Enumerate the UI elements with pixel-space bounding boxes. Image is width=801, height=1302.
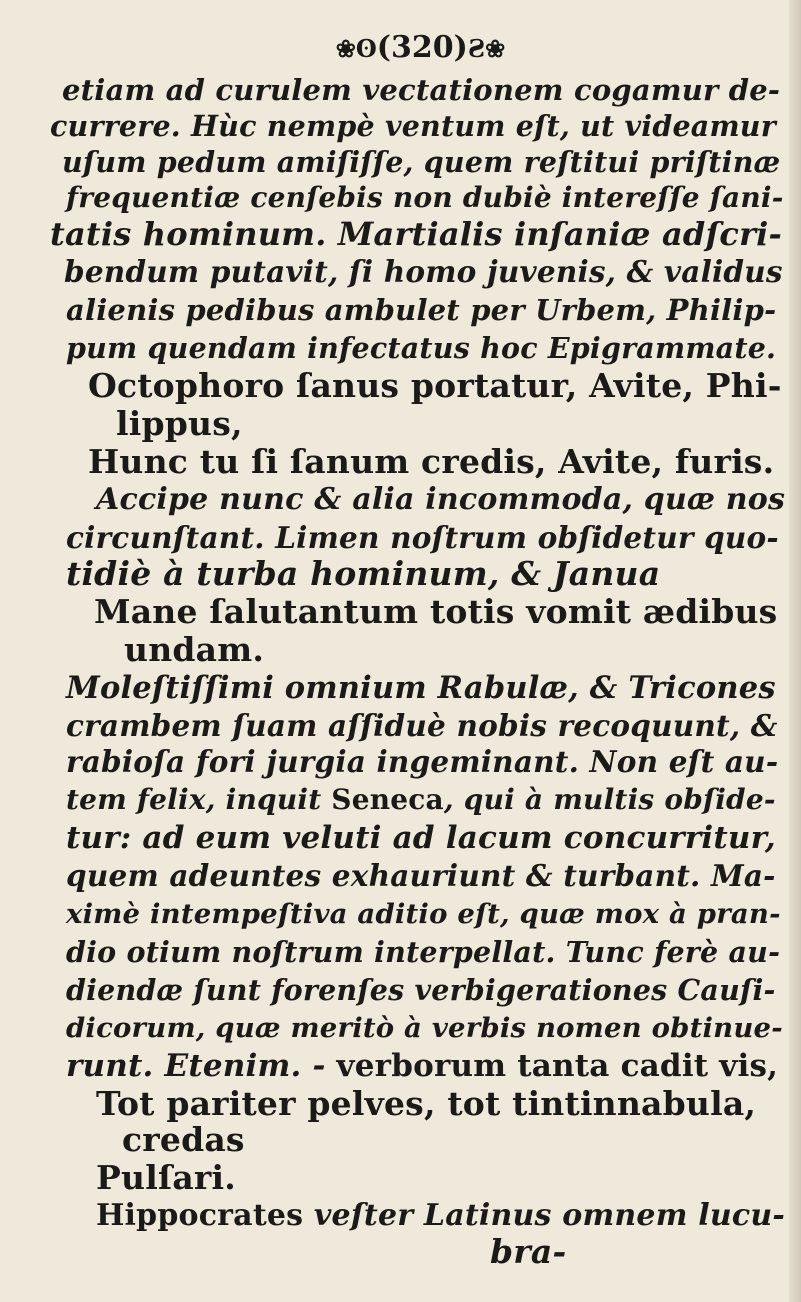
verse-line: credas: [122, 1120, 245, 1159]
verse-line: Mane ſalutantum totis vomit ædibus: [94, 592, 778, 631]
text-run-name: Hippocrates: [96, 1198, 314, 1233]
text-line: [96, 1196, 785, 1236]
text-line: tur: ad eum veluti ad lacum concurritur,: [66, 820, 776, 856]
page-edge: [789, 0, 801, 1302]
text-line: rabioſa fori jurgia ingeminant. Non eſt au-: [66, 744, 779, 779]
catchword: bra-: [490, 1232, 567, 1271]
text-run: tem felix, inquit: [66, 783, 332, 816]
text-line: dio otium noſtrum interpellat. Tunc ferè au-: [66, 935, 781, 969]
ornament-right-icon: Ƨ❀: [467, 34, 506, 63]
text-line: dicorum, quæ meritò à verbis nomen obtinue-: [66, 1012, 783, 1044]
ornament-left-icon: ❀ʘ: [335, 34, 377, 63]
text-line: [66, 1046, 778, 1086]
text-line: etiam ad curulem vectationem cogamur de-: [62, 73, 781, 107]
verse-line: Octophoro ſanus portatur, Avite, Phi-: [88, 366, 782, 405]
text-line: frequentiæ cenſebis non dubiè intereſſe ſani-: [66, 181, 784, 214]
verse-line: Tot pariter pelves, tot tintinnabula,: [96, 1084, 757, 1123]
text-line: quem adeuntes exhauriunt & turbant. Ma-: [66, 858, 776, 893]
page-header: [0, 30, 801, 65]
text-run: veſter Latinus omnem lucu-: [313, 1198, 786, 1233]
text-line: uſum pedum amiſiſſe, quem reſtitui priſtinæ: [62, 145, 781, 179]
text-line: bendum putavit, ſi homo juvenis, & validus: [64, 254, 783, 289]
text-run: runt. Etenim. -: [66, 1048, 337, 1084]
text-line: Accipe nunc & alia incommoda, quæ nos: [96, 482, 786, 517]
text-line: alienis pedibus ambulet per Urbem, Philip-: [66, 293, 777, 327]
text-line: circunſtant. Limen noſtrum obſidetur quo-: [66, 520, 779, 555]
verse-line: undam.: [124, 630, 265, 669]
text-line: currere. Hùc nempè ventum eſt, ut videamur: [50, 109, 776, 143]
text-line: tatis hominum. Martialis inſaniæ adſcri-: [50, 215, 783, 253]
text-line: Moleſtiſſimi omnium Rabulæ, & Tricones: [66, 670, 776, 706]
text-line: pum quendam infectatus hoc Epigrammate.: [66, 331, 777, 365]
verse-line: lippus,: [116, 404, 243, 443]
text-line: [66, 780, 776, 820]
text-run-verse: verborum tanta cadit vis,: [336, 1048, 779, 1084]
text-line: diendæ ſunt forenſes verbigerationes Cauſi-: [66, 973, 776, 1007]
text-line: crambem ſuam aſſiduè nobis recoquunt, &: [66, 708, 778, 743]
verse-line: Hunc tu ſi ſanum credis, Avite, furis.: [88, 442, 775, 481]
verse-line: Pulſari.: [96, 1158, 236, 1197]
text-run-name: Seneca: [331, 783, 444, 816]
text-line: ximè intempeſtiva aditio eſt, quæ mox à pran-: [66, 898, 781, 930]
text-run: , qui à multis obſide-: [443, 783, 776, 816]
page-number: (320): [376, 30, 468, 65]
text-line: tidiè à turba hominum, & Janua: [66, 554, 661, 593]
